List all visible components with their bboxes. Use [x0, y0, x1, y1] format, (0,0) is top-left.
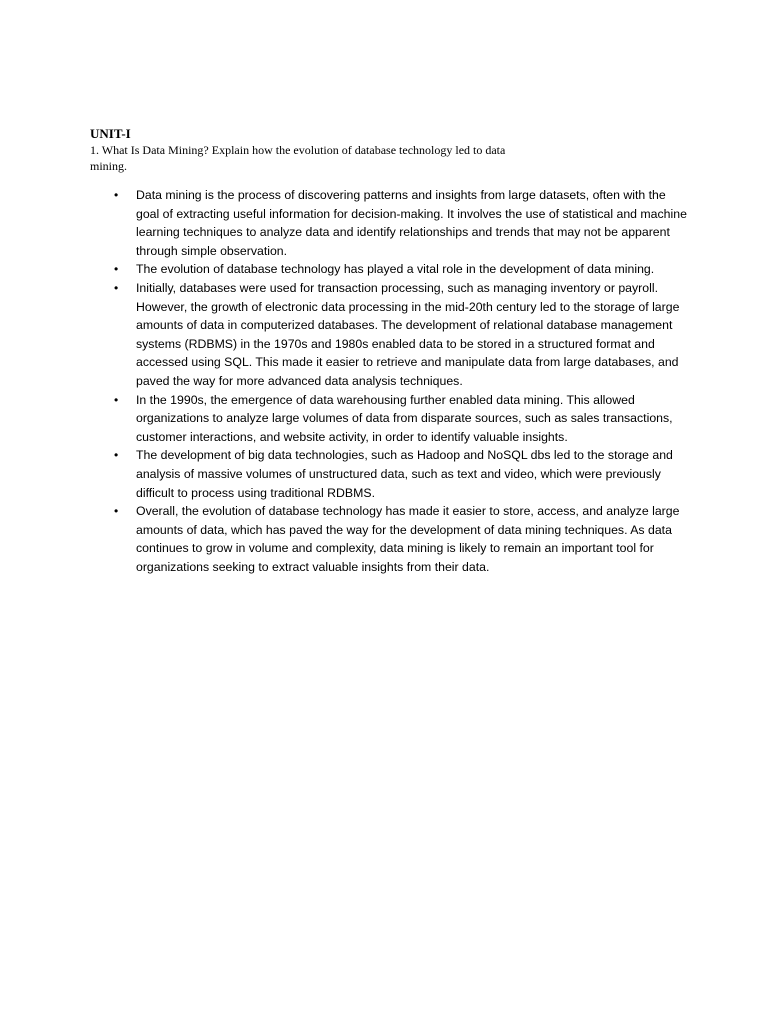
- bullet-icon: •: [114, 448, 119, 463]
- bullet-text: Data mining is the process of discovering patterns and insights from large datasets, often with the goal of extracting useful information for decision-making. It involves the use of statistical and machine learning techniques to analyze data and identify relationships and trends that may not be apparent through simple observation.: [136, 188, 687, 258]
- bullet-item: [110, 502, 688, 576]
- bullet-text: Initially, databases were used for transaction processing, such as managing inventory or payroll. However, the growth of electronic data processing in the mid-20th century led to the storage of large amounts of data in computerized databases. The development of relational database management systems (RDBMS) in the 1970s and 1980s enabled data to be stored in a structured format and accessed using SQL. This made it easier to retrieve and manipulate data from large databases, and paved the way for more advanced data analysis techniques.: [136, 280, 680, 388]
- bullet-item: [110, 279, 688, 391]
- question-text: 1. What Is Data Mining? Explain how the evolution of database technology led to data mining.: [90, 143, 506, 173]
- bullet-item: [110, 186, 688, 260]
- bullet-icon: •: [114, 262, 119, 277]
- bullet-item: [110, 446, 688, 502]
- bullet-icon: •: [114, 392, 119, 407]
- bullet-icon: •: [114, 188, 119, 202]
- bullet-item: [110, 391, 688, 447]
- bullet-text: The evolution of database technology has played a vital role in the development of data mining.: [136, 262, 655, 277]
- unit-heading: UNIT-I: [90, 126, 131, 141]
- bullet-item: [110, 260, 688, 279]
- bullet-icon: •: [114, 504, 119, 519]
- bullet-icon: •: [114, 280, 119, 295]
- bullet-text: Overall, the evolution of database technology has made it easier to store, access, and analyze large amounts of data, which has paved the way for the development of data mining techniques. As data continues to grow in volume and complexity, data mining is likely to remain an important tool for organizations seeking to extract valuable insights from their data.: [136, 504, 680, 574]
- bullet-text: The development of big data technologies, such as Hadoop and NoSQL dbs led to the storage and analysis of massive volumes of unstructured data, such as text and video, which were previously difficult to process using traditional RDBMS.: [136, 448, 673, 500]
- bullet-list: [110, 186, 688, 576]
- bullet-text: In the 1990s, the emergence of data warehousing further enabled data mining. This allowed organizations to analyze large volumes of data from disparate sources, such as sales transactions, customer interactions, and website activity, in order to identify valuable insights.: [136, 392, 673, 444]
